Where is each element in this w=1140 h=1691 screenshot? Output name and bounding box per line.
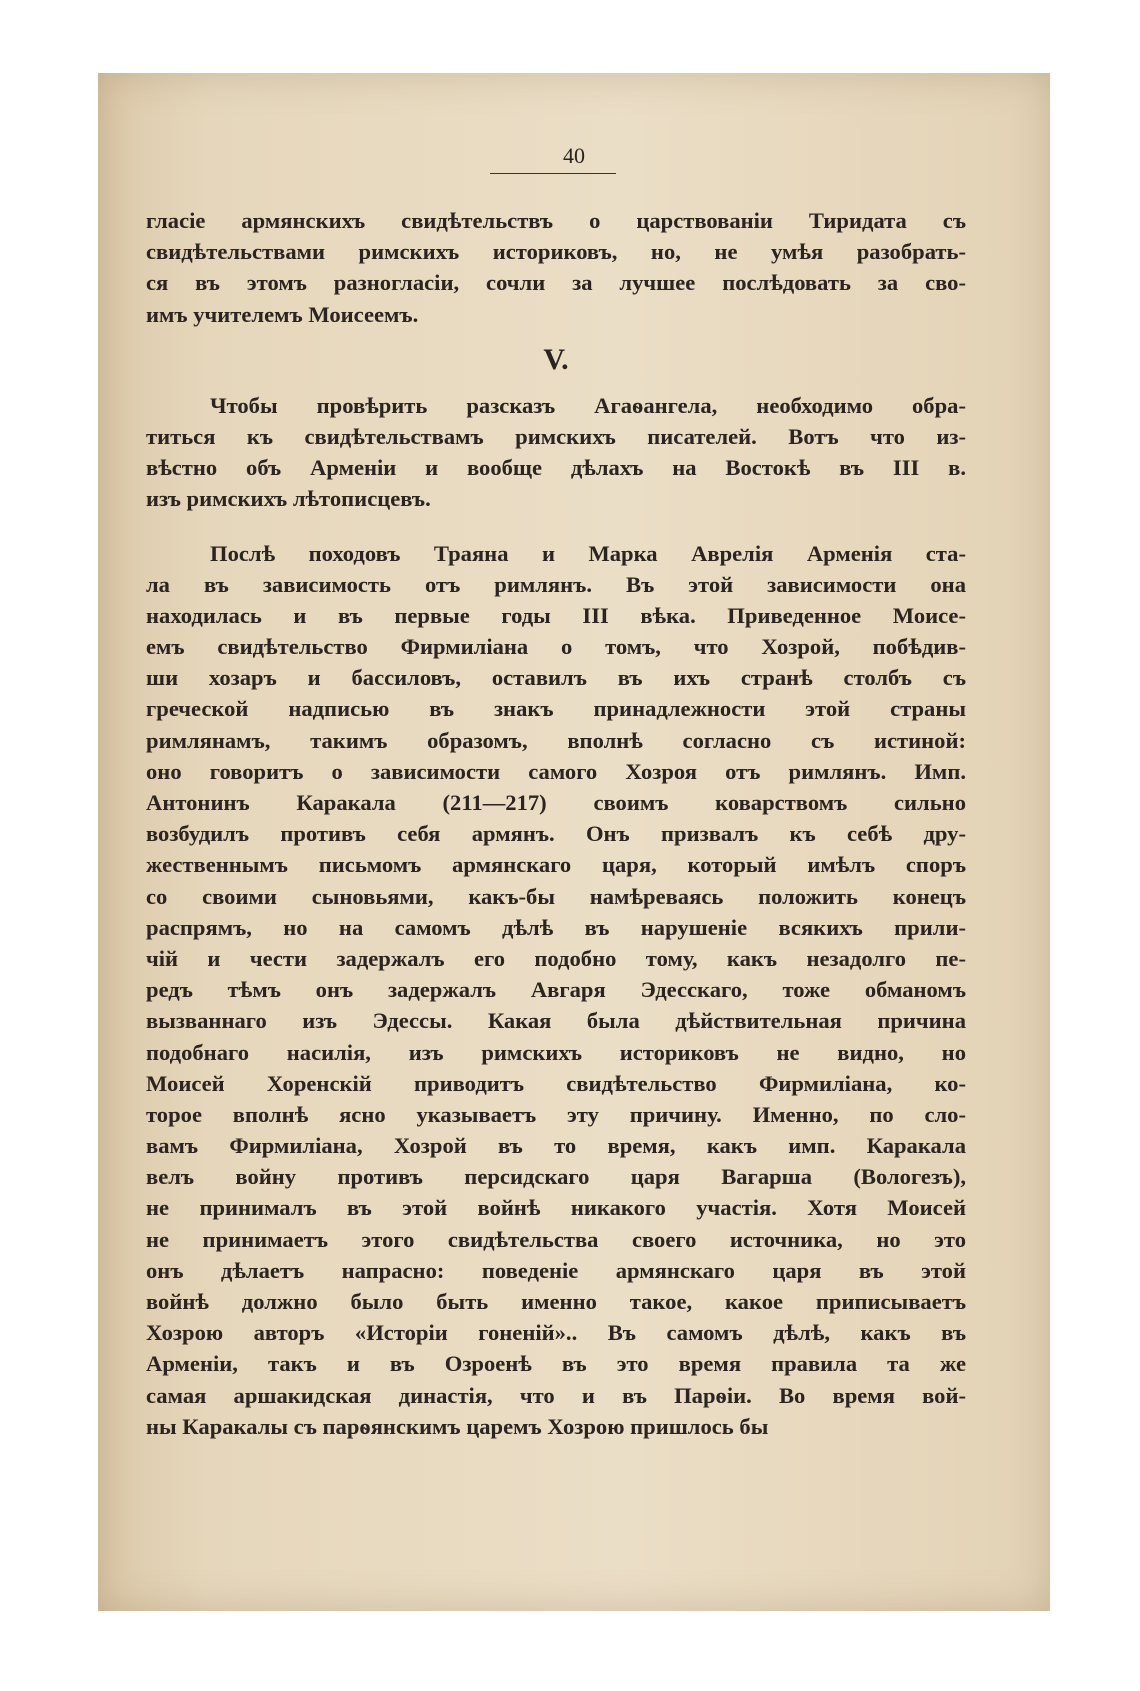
text-line: свидѣтельствами римскихъ историковъ, но, не умѣя разобрать- [146, 239, 966, 265]
text-line: войнѣ должно было быть именно такое, какое приписываетъ [146, 1289, 966, 1314]
text-line: Моисей Хоренскій приводитъ свидѣтельство Фирмиліана, ко- [146, 1070, 966, 1096]
text-line: Чтобы провѣрить разсказъ Агаѳангела, необходимо обра- [210, 392, 966, 418]
text-line: ны Каракалы съ парѳянскимъ царемъ Хозрою пришлось бы [146, 1413, 769, 1439]
text-line: Послѣ походовъ Траяна и Марка Аврелія Арменія ста- [210, 540, 966, 566]
text-line: чій и чести задержалъ его подобно тому, какъ незадолго пе- [146, 945, 966, 971]
section-heading: V. [543, 342, 569, 376]
text-line: изъ римскихъ лѣтописцевъ. [146, 486, 431, 512]
book-page [98, 73, 1050, 1611]
text-line: со своими сыновьями, какъ-бы намѣреваясь положить конецъ [146, 883, 966, 909]
text-line: не принимаетъ этого свидѣтельства своего источника, но это [146, 1226, 966, 1252]
text-line: торое вполнѣ ясно указываетъ эту причину. Именно, по сло- [146, 1101, 966, 1127]
text-line: редъ тѣмъ онъ задержалъ Авгаря Эдесскаго, тоже обманомъ [146, 977, 966, 1003]
text-line: возбудилъ противъ себя армянъ. Онъ призвалъ къ себѣ дру- [146, 821, 966, 847]
text-line: ла въ зависимость отъ римлянъ. Въ этой зависимости она [146, 571, 966, 597]
text-line: оно говоритъ о зависимости самого Хозроя отъ римлянъ. Имп. [146, 758, 966, 784]
text-line: велъ войну противъ персидскаго царя Вагарша (Вологезъ), [146, 1164, 966, 1190]
text-line: жественнымъ письмомъ армянскаго царя, который имѣлъ споръ [146, 852, 966, 878]
text-line: не принималъ въ этой войнѣ никакого участія. Хотя Моисей [146, 1195, 966, 1221]
text-line: ши хозаръ и бассиловъ, оставилъ въ ихъ странѣ столбъ съ [146, 665, 966, 691]
text-line: ся въ этомъ разногласіи, сочли за лучшее послѣдовать за сво- [146, 270, 966, 296]
text-line: подобнаго насилія, изъ римскихъ историковъ не видно, но [146, 1039, 966, 1065]
text-line: римлянамъ, такимъ образомъ, вполнѣ согласно съ истиной: [146, 727, 966, 753]
text-line: самая аршакидская династія, что и въ Парѳіи. Во время вой- [146, 1382, 966, 1408]
intro-paragraph [146, 205, 966, 330]
text-line: гласіе армянскихъ свидѣтельствъ о царствованіи Тиридата съ [146, 208, 966, 233]
text-line: онъ дѣлаетъ напрасно: поведеніе армянскаго царя въ этой [146, 1257, 966, 1283]
text-line: титься къ свидѣтельствамъ римскихъ писателей. Вотъ что из- [146, 423, 966, 449]
text-line: распрямъ, но на самомъ дѣлѣ въ нарушеніе всякихъ прили- [146, 914, 966, 940]
text-line: вызваннаго изъ Эдессы. Какая была дѣйствительная причина [146, 1008, 966, 1034]
text-line: находилась и въ первые годы III вѣка. Приведенное Моисе- [146, 602, 966, 628]
text-line: вамъ Фирмиліана, Хозрой въ то время, какъ имп. Каракала [146, 1133, 966, 1159]
text-line: Антонинъ Каракала (211—217) своимъ коварствомъ сильно [146, 790, 966, 815]
text-line: Арменіи, такъ и въ Озроенѣ въ это время правила та же [146, 1351, 966, 1377]
text-line: имъ учителемъ Моисеемъ. [146, 301, 419, 327]
paragraph-2 [146, 538, 966, 1442]
text-body [146, 205, 966, 1442]
page-number-rule [490, 173, 616, 174]
text-line: вѣстно объ Арменіи и вообще дѣлахъ на Востокѣ въ III в. [146, 455, 966, 481]
text-line: емъ свидѣтельство Фирмиліана о томъ, что Хозрой, побѣдив- [146, 634, 966, 660]
paragraph-1 [146, 390, 966, 515]
page-number: 40 [563, 143, 585, 168]
text-line: греческой надписью въ знакъ принадлежности этой страны [146, 696, 966, 722]
text-line: Хозрою авторъ «Исторіи гоненій».. Въ самомъ дѣлѣ, какъ въ [146, 1320, 966, 1346]
